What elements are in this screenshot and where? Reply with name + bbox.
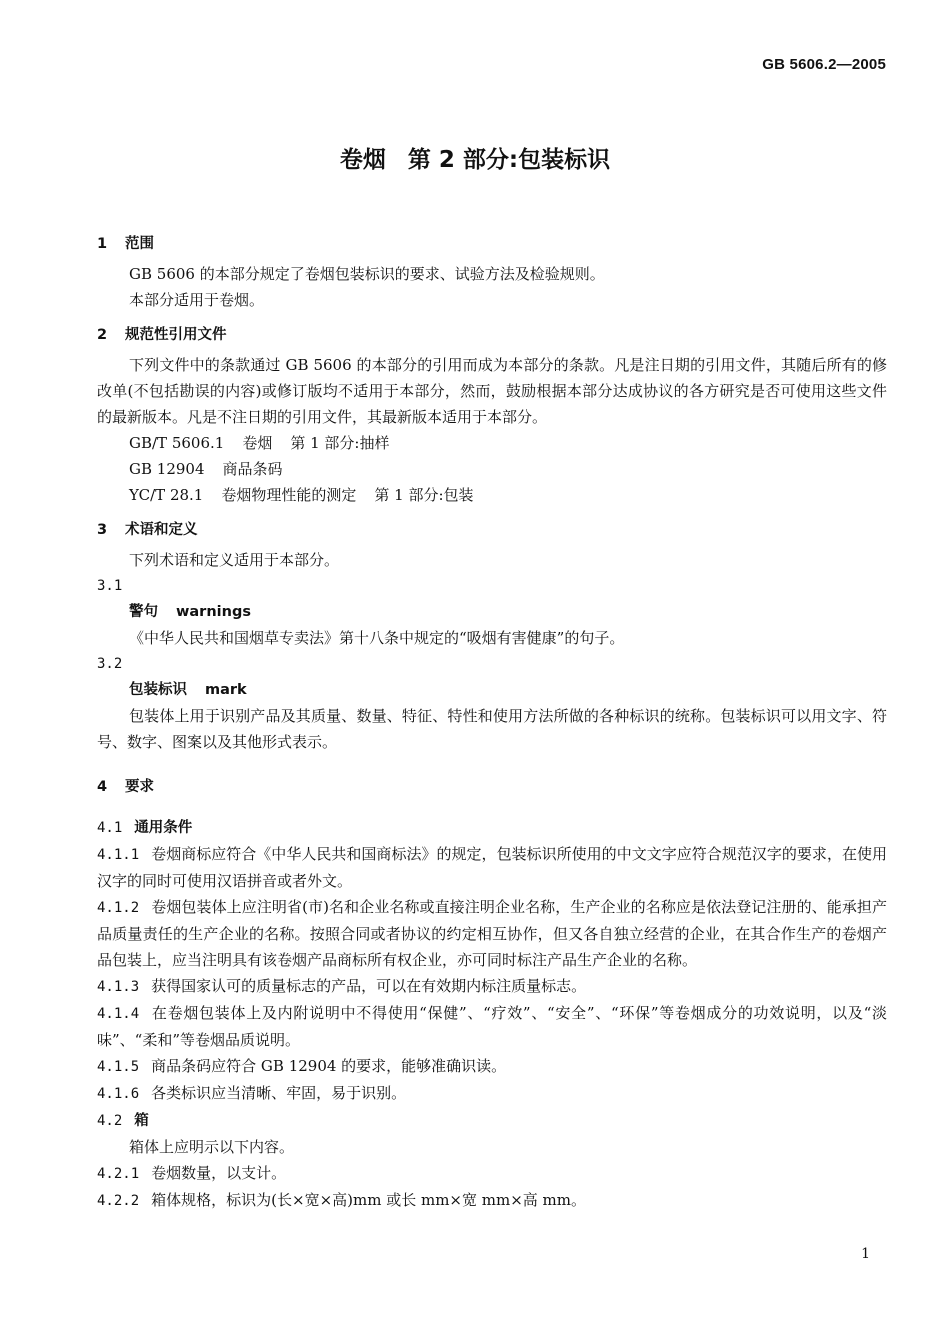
clause-number: 4.1.6: [97, 1086, 140, 1102]
clause-number: 4.1.4: [97, 1006, 140, 1022]
clause-text: 卷烟包装体上应注明省(市)名和企业名称或直接注明企业名称，生产企业的名称应是依法登记注册的、能承担产品质量责任的生产企业的名称。按照合同或者协议的约定相互协作，但又各自独立经营的企业，在其合作生产的卷烟产品包装上，应当注明具有该卷烟产品商标所有权企业，亦可同时标注产品生产企业的名称。: [97, 898, 887, 969]
document-title: [0, 141, 950, 174]
section-heading-4: [97, 774, 887, 800]
reference-part: 第 1 部分:包装: [374, 486, 474, 504]
reference-item: [97, 482, 887, 508]
clause-number: 4.1.5: [97, 1059, 140, 1075]
term-zh: 警句: [129, 604, 158, 620]
standard-code: GB 5606.2—2005: [762, 56, 886, 73]
section-number: 2: [97, 327, 108, 343]
paragraph: 本部分适用于卷烟。: [129, 291, 265, 309]
reference-item: [97, 456, 887, 482]
clause-number: 4.1.1: [97, 847, 140, 863]
paragraph: GB 5606 的本部分规定了卷烟包装标识的要求、试验方法及检验规则。: [129, 265, 605, 283]
term-en: warnings: [176, 604, 251, 620]
clause: [97, 1160, 887, 1187]
subsection-title: 箱: [134, 1113, 149, 1129]
clause-text: 各类标识应当清晰、牢固，易于识别。: [151, 1084, 407, 1102]
term-number: 3.2: [97, 656, 123, 672]
document-body: [97, 222, 887, 1214]
clause-text: 获得国家认可的质量标志的产品，可以在有效期内标注质量标志。: [151, 977, 587, 995]
clause: [97, 973, 887, 1000]
reference-code: GB/T 5606.1: [129, 434, 225, 452]
term-zh: 包装标识: [129, 682, 187, 698]
reference-title: 商品条码: [222, 460, 283, 478]
clause-text: 箱体规格，标识为(长×宽×高)mm 或长 mm×宽 mm×高 mm。: [151, 1191, 586, 1209]
reference-title: 卷烟: [242, 434, 273, 452]
clause-number: 4.2.2: [97, 1193, 140, 1209]
section-heading-1: [97, 231, 887, 257]
subsection-heading: [97, 1107, 887, 1134]
clause: [97, 1080, 887, 1107]
term-definition: 包装体上用于识别产品及其质量、数量、特征、特性和使用方法所做的各种标识的统称。包装标识可以用文字、符号、数字、图案以及其他形式表示。: [97, 707, 887, 751]
reference-code: GB 12904: [129, 460, 205, 478]
clause: [97, 1187, 887, 1214]
clause-text: 卷烟数量，以支计。: [151, 1164, 287, 1182]
clause-number: 4.1.2: [97, 900, 140, 916]
subsection-number: 4.1: [97, 820, 123, 836]
clause-number: 4.2.1: [97, 1166, 140, 1182]
term-number: 3.1: [97, 578, 123, 594]
section-heading-3: [97, 517, 887, 543]
clause: [97, 841, 887, 894]
section-number: 4: [97, 779, 108, 795]
section-title: 范围: [125, 236, 154, 252]
section-number: 1: [97, 236, 108, 252]
clause: [97, 1053, 887, 1080]
section-number: 3: [97, 522, 108, 538]
title-part1: 卷烟: [339, 147, 386, 173]
term-heading: [97, 599, 887, 625]
clause-text: 在卷烟包装体上及内附说明中不得使用“保健”、“疗效”、“安全”、“环保”等卷烟成分的功效说明，以及“淡味”、“柔和”等卷烟品质说明。: [97, 1004, 887, 1049]
clause: [97, 894, 887, 973]
term-heading: [97, 677, 887, 703]
subsection-heading: [97, 814, 887, 841]
reference-code: YC/T 28.1: [129, 486, 204, 504]
paragraph: 下列术语和定义适用于本部分。: [129, 551, 340, 569]
section-title: 要求: [125, 779, 154, 795]
section-title: 规范性引用文件: [125, 327, 227, 343]
clause-number: 4.1.3: [97, 979, 140, 995]
reference-title: 卷烟物理性能的测定: [221, 486, 357, 504]
reference-part: 第 1 部分:抽样: [290, 434, 390, 452]
paragraph: 下列文件中的条款通过 GB 5606 的本部分的引用而成为本部分的条款。凡是注日期的引用文件，其随后所有的修改单(不包括勘误的内容)或修订版均不适用于本部分，然而，鼓励根据本部分达成协议的各方研究是否可使用这些文件的最新版本。凡是不注日期的引用文件，其最新版本适用于本部分。: [97, 356, 887, 426]
subsection-title: 通用条件: [134, 820, 193, 836]
section-title: 术语和定义: [125, 522, 198, 538]
page-number: 1: [861, 1246, 870, 1262]
paragraph: 箱体上应明示以下内容。: [129, 1138, 295, 1156]
term-en: mark: [205, 682, 247, 698]
clause-text: 卷烟商标应符合《中华人民共和国商标法》的规定，包装标识所使用的中文文字应符合规范汉字的要求，在使用汉字的同时可使用汉语拼音或者外文。: [97, 845, 887, 890]
reference-item: [97, 430, 887, 456]
title-part2: 第 2 部分:包装标识: [407, 147, 611, 173]
subsection-number: 4.2: [97, 1113, 123, 1129]
clause-text: 商品条码应符合 GB 12904 的要求，能够准确识读。: [151, 1057, 507, 1075]
section-heading-2: [97, 322, 887, 348]
term-definition: 《中华人民共和国烟草专卖法》第十八条中规定的“吸烟有害健康”的句子。: [129, 629, 625, 647]
clause: [97, 1000, 887, 1053]
